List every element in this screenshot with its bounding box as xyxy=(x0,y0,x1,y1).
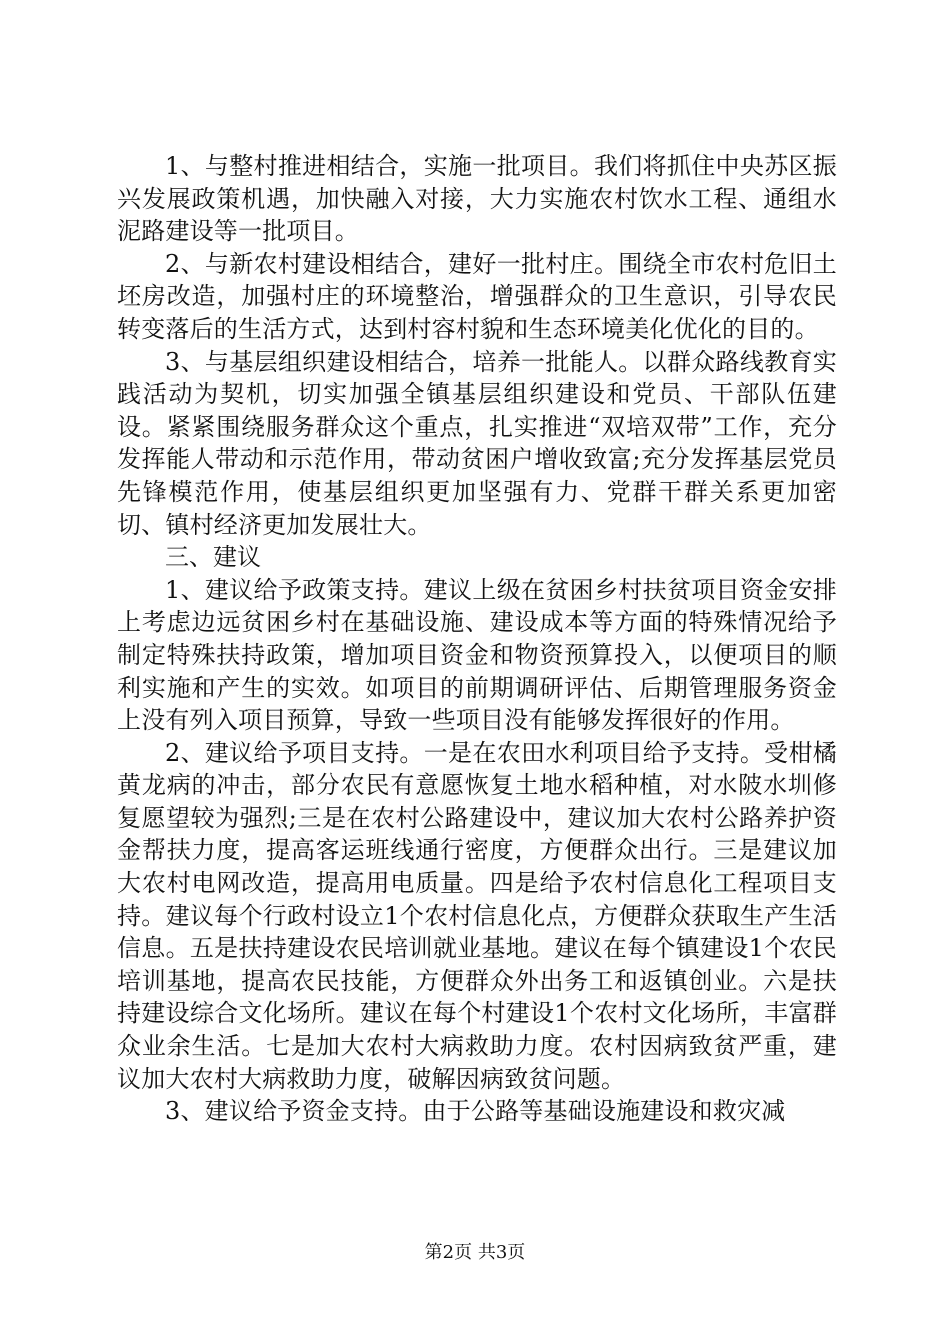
paragraph-grassroots-organization: 3、与基层组织建设相结合，培养一批能人。以群众路线教育实践活动为契机，切实加强全镇基层组织建设和党员、干部队伍建设。紧紧围绕服务群众这个重点，扎实推进“双培双带”工作，充分发挥能人带动和示范作用，带动贫困户增收致富;充分发挥基层党员先锋模范作用，使基层组织更加坚强有力、党群干群关系更加密切、镇村经济更加发展壮大。 xyxy=(117,347,837,539)
page-footer xyxy=(0,1238,950,1264)
document-body xyxy=(117,150,837,1128)
section-heading-suggestions: 三、建议 xyxy=(165,543,261,572)
paragraph-project-support: 2、建议给予项目支持。一是在农田水利项目给予支持。受柑橘黄龙病的冲击，部分农民有意愿恢复土地水稻种植，对水陂水圳修复愿望较为强烈;三是在农村公路建设中，建议加大农村公路养护资金帮扶力度，提高客运班线通行密度，方便群众出行。三是建议加大农村电网改造，提高用电质量。四是给予农村信息化工程项目支持。建议每个行政村设立1个农村信息化点，方便群众获取生产生活信息。五是扶持建设农民培训就业基地。建议在每个镇建设1个农民培训基地，提高农民技能，方便群众外出务工和返镇创业。六是扶持建设综合文化场所。建议在每个村建设1个农村文化场所，丰富群众业余生活。七是加大农村大病救助力度。农村因病致贫严重，建议加大农村大病救助力度，破解因病致贫问题。 xyxy=(117,738,837,1093)
paragraph-funding-support: 3、建议给予资金支持。由于公路等基础设施建设和救灾减 xyxy=(165,1097,786,1126)
paragraph-integration-village: 1、与整村推进相结合，实施一批项目。我们将抓住中央苏区振兴发展政策机遇，加快融入对接，大力实施农村饮水工程、通组水泥路建设等一批项目。 xyxy=(117,152,837,246)
paragraph-policy-support: 1、建议给予政策支持。建议上级在贫困乡村扶贫项目资金安排上考虑边远贫困乡村在基础设施、建设成本等方面的特殊情况给予制定特殊扶持政策，增加项目资金和物资预算投入，以便项目的顺利实施和产生的实效。如项目的前期调研评估、后期管理服务资金上没有列入项目预算，导致一些项目没有能够发挥很好的作用。 xyxy=(117,575,837,735)
paragraph-new-countryside: 2、与新农村建设相结合，建好一批村庄。围绕全市农村危旧土坯房改造，加强村庄的环境整治，增强群众的卫生意识，引导农民转变落后的生活方式，达到村容村貌和生态环境美化优化的目的。 xyxy=(117,249,837,343)
page-number-label: 第2页 共3页 xyxy=(424,1242,526,1263)
